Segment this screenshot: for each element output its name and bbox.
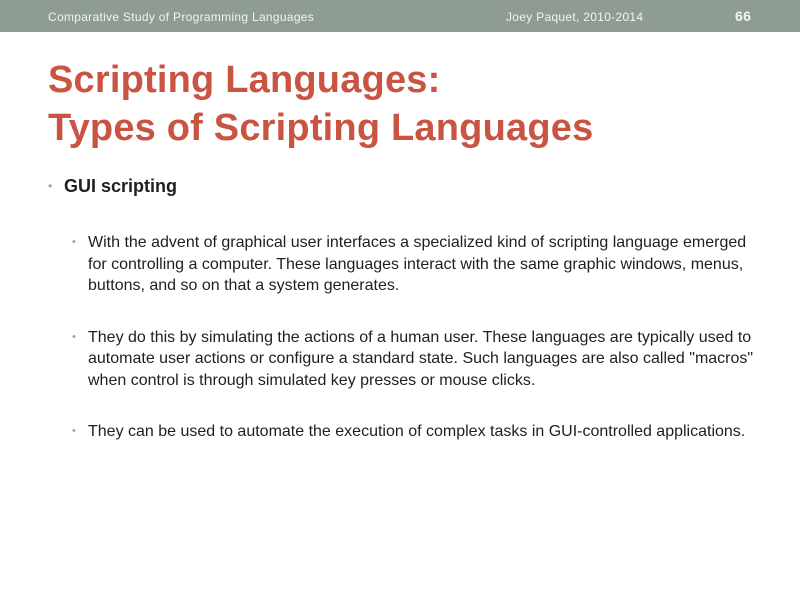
bullet-dot-icon: • <box>72 330 76 343</box>
slide-title <box>48 56 593 152</box>
topic-bullet <box>48 174 758 198</box>
topic-label: GUI scripting <box>64 176 178 196</box>
sub-bullet-text: With the advent of graphical user interfaces a specialized kind of scripting language emerged for controlling a computer. These languages interact with the same graphic windows, menus, buttons, and so on that a system generates. <box>88 234 747 294</box>
slide-title-line-2: Types of Scripting Languages <box>48 107 594 149</box>
course-title: Comparative Study of Programming Languages <box>48 10 315 24</box>
sub-bullet-item <box>48 327 758 392</box>
slide-header <box>0 0 800 32</box>
sub-bullet-item <box>48 421 758 443</box>
slide-title-line-1: Scripting Languages: <box>48 59 441 101</box>
sub-bullet-text: They do this by simulating the actions of a human user. These languages are typically used to automate user actions or configure a standard state. Such languages are also called "macros" when control is through simulated key presses or mouse clicks. <box>88 328 754 389</box>
bullet-dot-icon: • <box>72 425 76 437</box>
page-number: 66 <box>735 8 752 24</box>
bullet-dot-icon: • <box>48 179 53 193</box>
sub-bullet-item <box>48 232 758 297</box>
author-credit: Joey Paquet, 2010-2014 <box>506 10 644 24</box>
bullet-dot-icon: • <box>72 236 76 248</box>
slide-content <box>48 174 758 473</box>
sub-bullet-text: They can be used to automate the execution of complex tasks in GUI-controlled applications. <box>88 423 746 440</box>
sub-bullet-list <box>48 232 758 443</box>
